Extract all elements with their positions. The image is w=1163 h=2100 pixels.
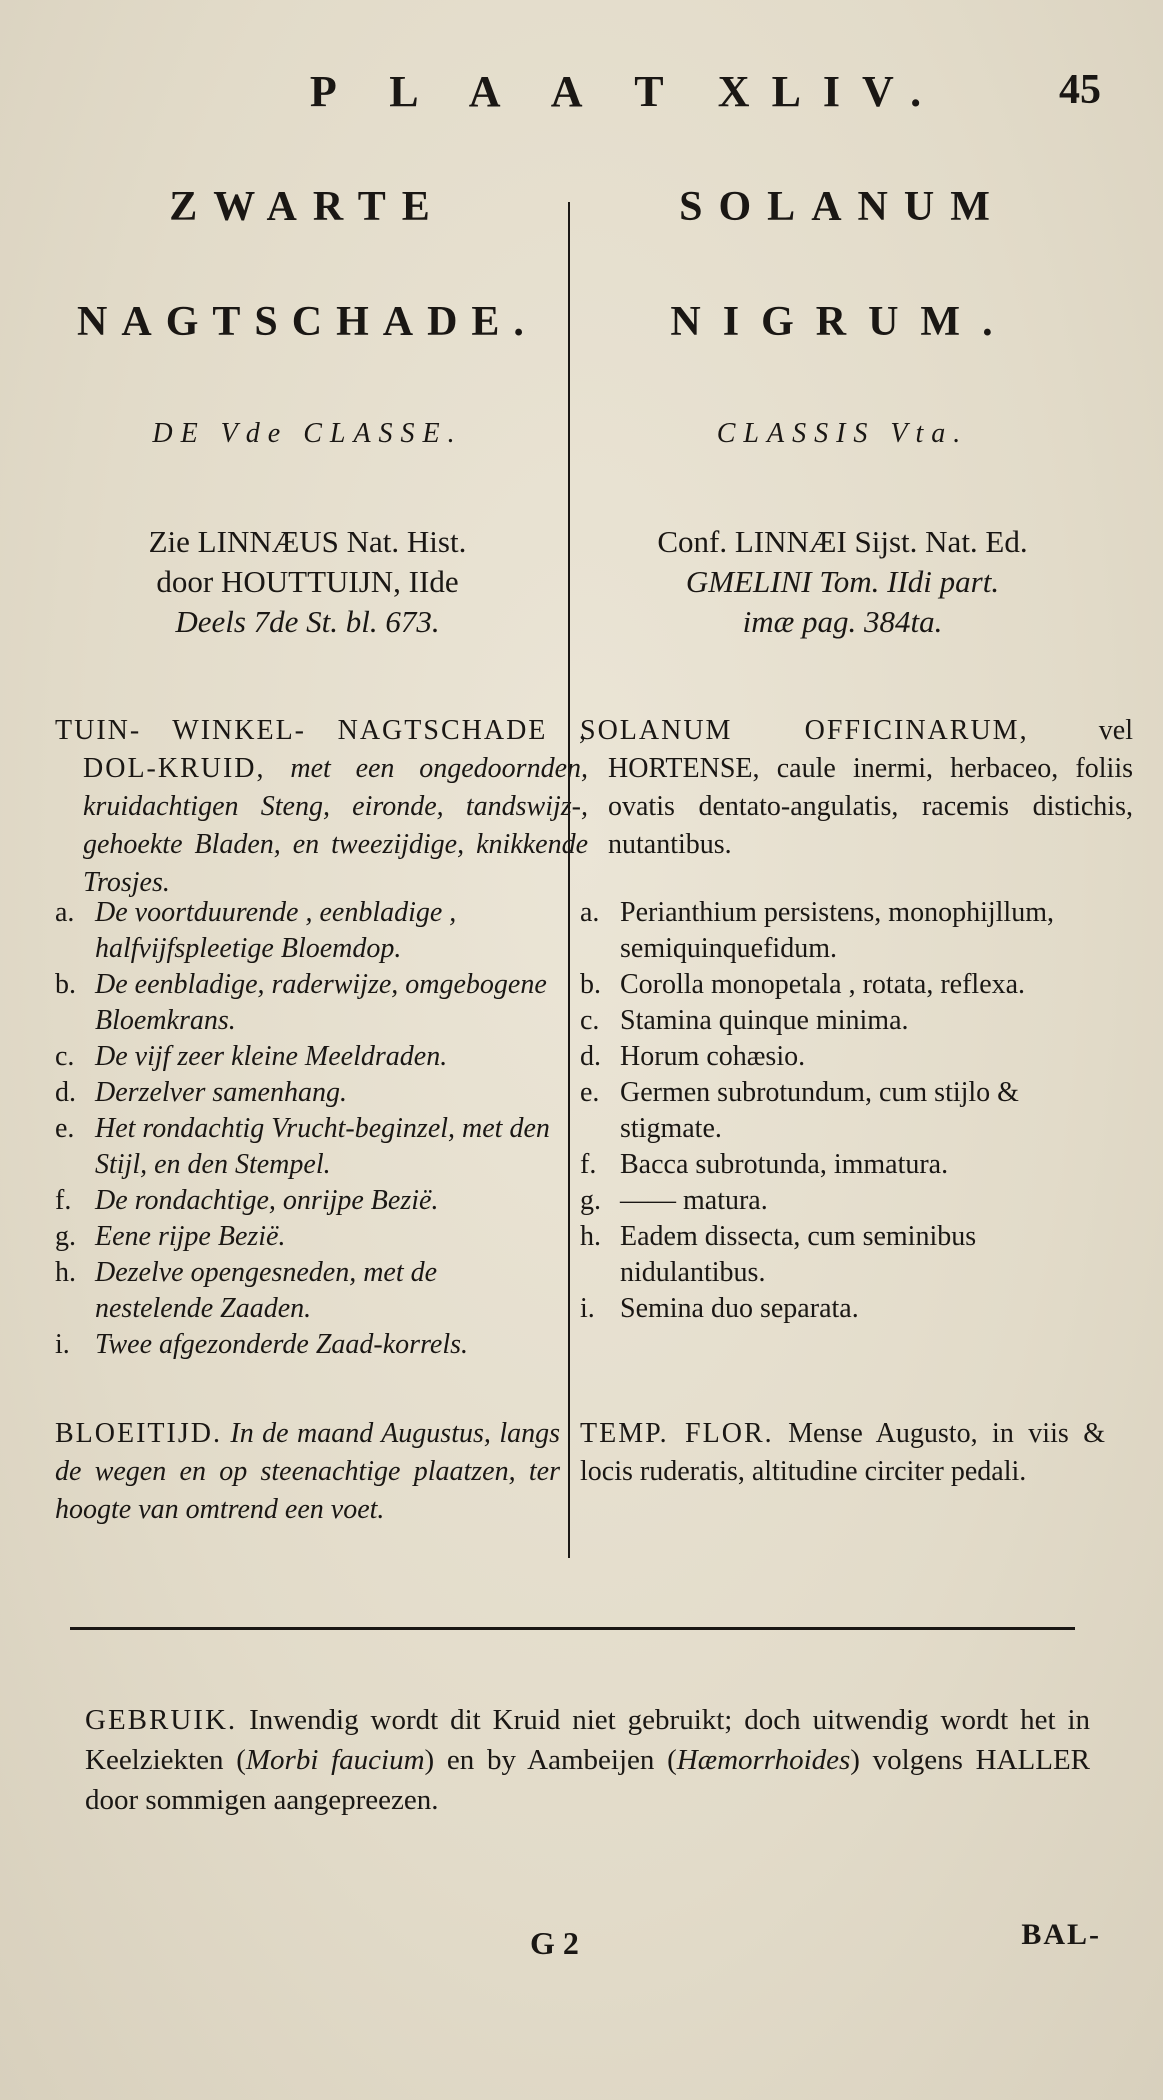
left-flowering-label: BLOEITIJD.	[55, 1418, 222, 1449]
right-flowering-time	[580, 1415, 1105, 1491]
list-item: e. Germen subrotundum, cum stijlo & stigmate.	[580, 1077, 1019, 1144]
list-item: h. Eadem dissecta, cum seminibus nidulantibus.	[580, 1221, 977, 1288]
right-description-lead: SOLANUM OFFICINARUM,	[580, 715, 1029, 746]
left-heading-2: NAGTSCHADE.	[77, 299, 538, 345]
list-item: g. —— matura.	[580, 1185, 768, 1216]
usage-label: GEBRUIK.	[85, 1704, 238, 1736]
left-heading-1: ZWARTE	[169, 184, 446, 230]
right-reference	[580, 522, 1105, 642]
list-item: e. Het rondachtig Vrucht-beginzel, met den Stijl, en den Stempel.	[55, 1113, 550, 1180]
right-heading-1: SOLANUM	[679, 184, 1006, 230]
left-flowering-time	[55, 1415, 560, 1529]
list-item: d. Horum cohæsio.	[580, 1041, 806, 1072]
left-figure-list	[55, 895, 560, 1363]
left-reference	[55, 522, 560, 642]
left-description-rest: met een ongedoornden, kruidachtigen Steng, eironde, tandswijz-, gehoekte Bladen, en tweezijdige, knikkende Trosjes.	[83, 753, 588, 898]
usage-paragraph: GEBRUIK. Inwendig wordt dit Kruid niet gebruikt; doch uitwendig wordt het in Keelziekten (Morbi faucium) en by Aambeijen (Hæmorrhoides) volgens HALLER door sommigen aangepreezen.	[85, 1704, 1091, 1816]
list-item: f. De rondachtige, onrijpe Bezië.	[55, 1185, 439, 1216]
right-flowering-text: Mense Augusto, in viis & locis ruderatis, altitudine circiter pedali.	[580, 1418, 1106, 1487]
page-number: 45	[1059, 67, 1101, 113]
right-reference-line-3: imæ pag. 384ta.	[742, 604, 943, 639]
right-description	[580, 712, 1133, 864]
list-item: h. Dezelve opengesneden, met de nestelende Zaaden.	[55, 1257, 438, 1324]
list-item: i. Semina duo separata.	[580, 1293, 859, 1324]
right-class-label: CLASSIS Vta.	[716, 418, 969, 449]
list-item: g. Eene rijpe Bezië.	[55, 1221, 286, 1252]
list-item: d. Derzelver samenhang.	[55, 1077, 347, 1108]
right-description-rest: vel HORTENSE, caule inermi, herbaceo, foliis ovatis dentato-angulatis, racemis distichis, nutantibus.	[608, 715, 1133, 860]
left-flowering-text: In de maand Augustus, langs de wegen en op steenachtige plaatzen, ter hoogte van omtrend een voet.	[55, 1418, 560, 1525]
list-item: i. Twee afgezonderde Zaad-korrels.	[55, 1329, 469, 1360]
list-item: b. Corolla monopetala , rotata, reflexa.	[580, 969, 1026, 1000]
list-item: f. Bacca subrotunda, immatura.	[580, 1149, 949, 1180]
signature-mark: G 2	[530, 1925, 579, 1961]
section-rule	[70, 1627, 1075, 1630]
right-reference-line-2: GMELINI Tom. IIdi part.	[685, 564, 1000, 599]
left-description	[55, 712, 588, 902]
list-item: b. De eenbladige, raderwijze, omgebogene Bloemkrans.	[55, 969, 547, 1036]
list-item: c. Stamina quinque minima.	[580, 1005, 909, 1036]
left-class-label: DE Vde CLASSE.	[152, 418, 463, 449]
catchword: BAL-	[1021, 1918, 1101, 1951]
left-reference-line-3: Deels 7de St. bl. 673.	[175, 604, 440, 639]
right-heading-2: NIGRUM.	[670, 299, 1015, 345]
list-item: a. Perianthium persistens, monophijllum, semiquinquefidum.	[580, 897, 1054, 964]
list-item: c. De vijf zeer kleine Meeldraden.	[55, 1041, 448, 1072]
left-reference-line-2: door HOUTTUIJN, IIde	[156, 564, 459, 599]
right-flowering-label: TEMP. FLOR.	[580, 1418, 774, 1449]
running-title: P L A A T XLIV.	[309, 67, 944, 116]
right-figure-list	[580, 895, 1105, 1327]
left-reference-line-1: Zie LINNÆUS Nat. Hist.	[148, 524, 467, 559]
right-reference-line-1: Conf. LINNÆI Sijst. Nat. Ed.	[657, 524, 1028, 559]
left-description-lead: TUIN- WINKEL- NAGTSCHADE , DOL-KRUID,	[55, 715, 588, 784]
list-item: a. De voortduurende , eenbladige , halfvijfspleetige Bloemdop.	[55, 897, 457, 964]
